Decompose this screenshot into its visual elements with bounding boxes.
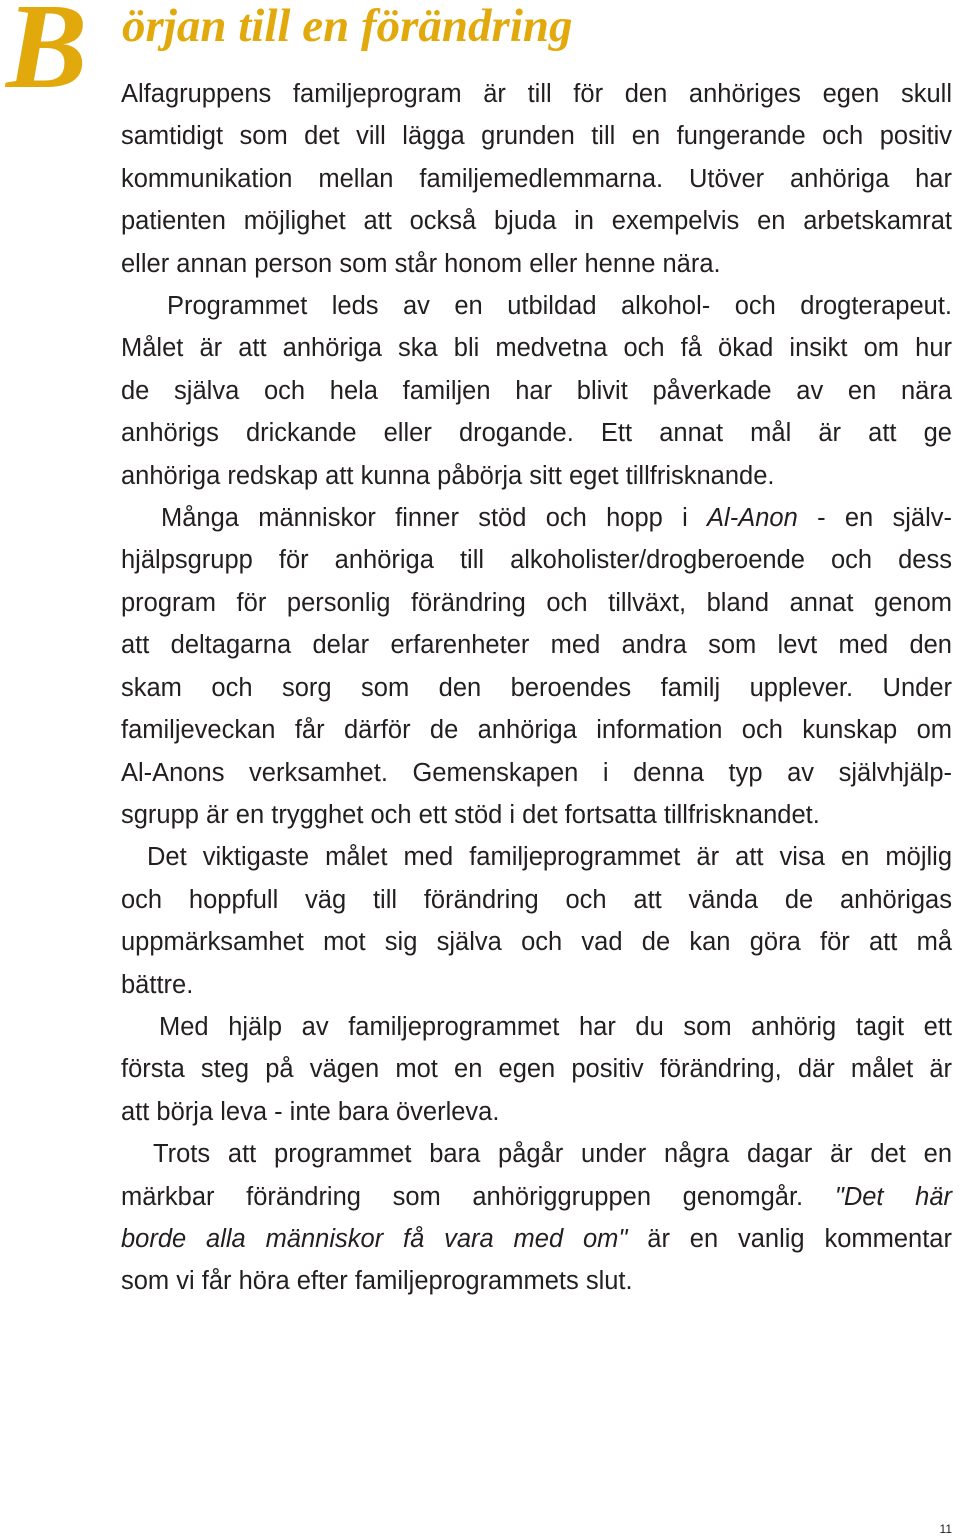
text-line: familjeveckan får därför de anhöriga information och kunskap om (121, 716, 952, 745)
text-line: uppmärksamhet mot sig själva och vad de kan göra för att må (121, 928, 952, 957)
text-line (121, 497, 952, 539)
text-line: Med hjälp av familjeprogrammet har du som anhörig tagit ett (159, 1012, 952, 1041)
text-line (121, 1218, 952, 1260)
text-line: som vi får höra efter familjeprogrammets slut. (121, 1267, 633, 1296)
text-line: och hoppfull väg till förändring och att vända de anhörigas (121, 885, 952, 914)
paragraph-4 (121, 836, 952, 1006)
paragraph-5 (121, 1006, 952, 1133)
text-line: Alfagruppens familjeprogram är till för den anhöriges egen skull (121, 80, 952, 108)
quote-text: "Det här (834, 1182, 952, 1211)
text-line: patienten möjlighet att också bjuda in exempelvis en arbetskamrat (121, 207, 952, 236)
text-line: eller annan person som står honom eller henne nära. (121, 249, 721, 278)
text-segment: märkbar förändring som anhöriggruppen genomgår. (121, 1182, 804, 1211)
text-line: första steg på vägen mot en egen positiv förändring, där målet är (121, 1055, 952, 1084)
text-line: Programmet leds av en utbildad alkohol- och drogterapeut. (167, 292, 952, 321)
text-segment: - en själv- (817, 504, 952, 533)
text-line: program för personlig förändring och tillväxt, bland annat genom (121, 588, 952, 617)
text-line: bättre. (121, 970, 194, 999)
text-line: att börja leva - inte bara överleva. (121, 1097, 500, 1126)
paragraph-2 (121, 285, 952, 497)
paragraph-3 (121, 497, 952, 836)
text-line: Målet är att anhöriga ska bli medvetna och få ökad insikt om hur (121, 334, 952, 363)
paragraph-6 (121, 1133, 952, 1303)
text-line: anhöriga redskap att kunna påbörja sitt eget tillfrisknande. (121, 461, 775, 490)
text-segment: Många människor finner stöd och hopp i (161, 504, 688, 533)
text-line: hjälpsgrupp för anhöriga till alkoholister/drogberoende och dess (121, 546, 952, 575)
text-line: sgrupp är en trygghet och ett stöd i det fortsatta tillfrisknandet. (121, 800, 820, 829)
al-anon-name: Al-Anon (707, 504, 798, 533)
body-text (121, 73, 952, 1303)
page-number: 11 (939, 1522, 952, 1536)
text-line: kommunikation mellan familjemedlemmarna. Utöver anhöriga har (121, 164, 952, 193)
text-line: samtidigt som det vill lägga grunden till en fungerande och positiv (121, 122, 952, 151)
text-line: Trots att programmet bara pågår under några dagar är det en (153, 1140, 952, 1169)
text-line: de själva och hela familjen har blivit påverkade av en nära (121, 376, 952, 405)
text-line (121, 1176, 952, 1218)
text-line: att deltagarna delar erfarenheter med andra som levt med den (121, 631, 952, 660)
quote-text: borde alla människor få vara med om" (121, 1224, 628, 1253)
page-heading: örjan till en förändring (122, 0, 573, 52)
text-line: Det viktigaste målet med familjeprogrammet är att visa en möjlig (147, 843, 952, 872)
text-segment: är en vanlig kommentar (647, 1224, 952, 1253)
paragraph-1 (121, 73, 952, 285)
drop-cap-letter: B (6, 0, 88, 114)
text-line: Al-Anons verksamhet. Gemenskapen i denna typ av självhjälp- (121, 758, 952, 787)
text-line: skam och sorg som den beroendes familj upplever. Under (121, 673, 952, 702)
text-line: anhörigs drickande eller drogande. Ett annat mål är att ge (121, 419, 952, 448)
